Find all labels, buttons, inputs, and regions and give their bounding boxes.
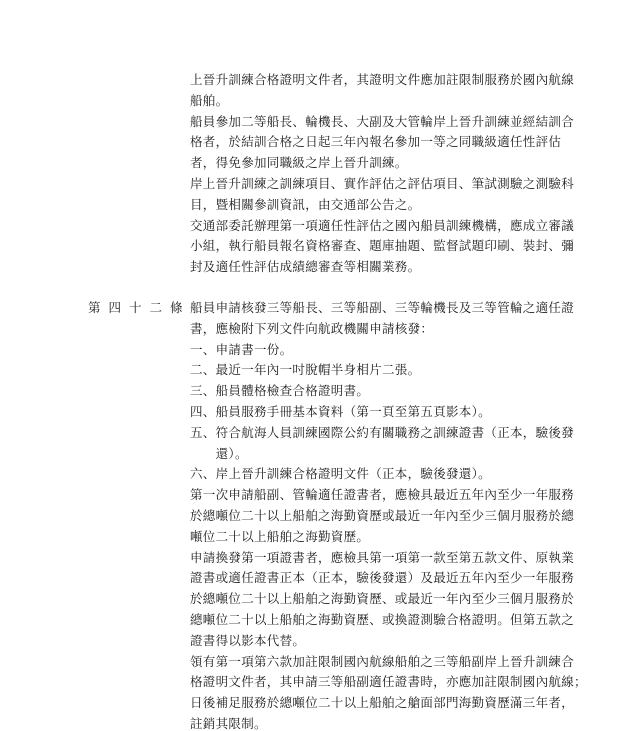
paragraph-line: 格者，於結訓合格之日起三年內報名參加一等之同職級適任性評估: [190, 134, 562, 149]
list-item: 六、岸上晉升訓練合格證明文件（正本，驗後發還）。: [190, 466, 491, 481]
paragraph-line: 總噸位二十以上船舶之海勤資歷、或換證測驗合格證明。但第五款之: [190, 612, 575, 627]
paragraph-line: 船舶。: [190, 93, 229, 108]
paragraph-line: 於總噸位二十以上船舶之海勤資歷、或最近一年內至少三個月服務於: [190, 591, 575, 606]
paragraph-line: 證書得以影本代替。: [190, 633, 306, 648]
paragraph-line: 小組，執行船員報名資格審查、題庫抽題、監督試題印刷、裝封、彌: [190, 238, 575, 253]
list-item: 三、船員體格檢查合格證明書。: [190, 383, 370, 398]
paragraph-line: 目，暨相關參訓資訊，由交通部公告之。: [190, 197, 421, 212]
article-number-label: 第四十二條: [88, 300, 191, 315]
paragraph-line: 上晉升訓練合格證明文件者，其證明文件應加註限制服務於國內航線: [190, 72, 575, 87]
list-item: 五、符合航海人員訓練國際公約有關職務之訓練證書（正本，驗後發: [190, 425, 575, 440]
paragraph-line: 註銷其限制。: [190, 716, 267, 731]
paragraph-line: 第一次申請船副、管輪適任證書者，應檢具最近五年內至少一年服務: [190, 487, 575, 502]
paragraph-line: 船員申請核發三等船長、三等船副、三等輪機長及三等管輪之適任證: [190, 300, 575, 315]
paragraph-line: 岸上晉升訓練之訓練項目、實作評估之評估項目、筆試測驗之測驗科: [190, 176, 575, 191]
list-item: 二、最近一年內一吋脫帽半身相片二張。: [190, 362, 421, 377]
list-item: 四、船員服務手冊基本資料（第一頁至第五頁影本）。: [190, 404, 491, 419]
paragraph-line: 者，得免參加同職級之岸上晉升訓練。: [190, 155, 408, 170]
paragraph-line: 於總噸位二十以上船舶之海勤資歷或最近一年內至少三個月服務於總: [190, 508, 575, 523]
paragraph-line: 領有第一項第六款加註限制國內航線船舶之三等船副岸上晉升訓練合: [190, 654, 575, 669]
paragraph-line: 書，應檢附下列文件向航政機關申請核發：: [190, 321, 434, 336]
paragraph-line: 申請換發第一項證書者，應檢具第一項第一款至第五款文件、原執業: [190, 550, 575, 565]
paragraph-line: 封及適任性評估成績總審查等相關業務。: [190, 259, 421, 274]
paragraph-line: 日後補足服務於總噸位二十以上船舶之艙面部門海勤資歷滿三年者，: [190, 695, 575, 710]
paragraph-line: 證書或適任證書正本（正本，驗後發還）及最近五年內至少一年服務: [190, 570, 575, 585]
paragraph-line: 交通部委託辦理第一項適任性評估之國內船員訓練機構，應成立審議: [190, 218, 575, 233]
paragraph-line: 噸位二十以上船舶之海勤資歷。: [190, 529, 370, 544]
paragraph-line: 格證明文件者，其申請三等船副適任證書時，亦應加註限制國內航線；: [190, 674, 587, 689]
paragraph-line: 船員參加二等船長、輪機長、大副及大管輪岸上晉升訓練並經結訓合: [190, 114, 575, 129]
list-item: 還）。: [190, 446, 248, 461]
list-item: 一、申請書一份。: [190, 342, 293, 357]
